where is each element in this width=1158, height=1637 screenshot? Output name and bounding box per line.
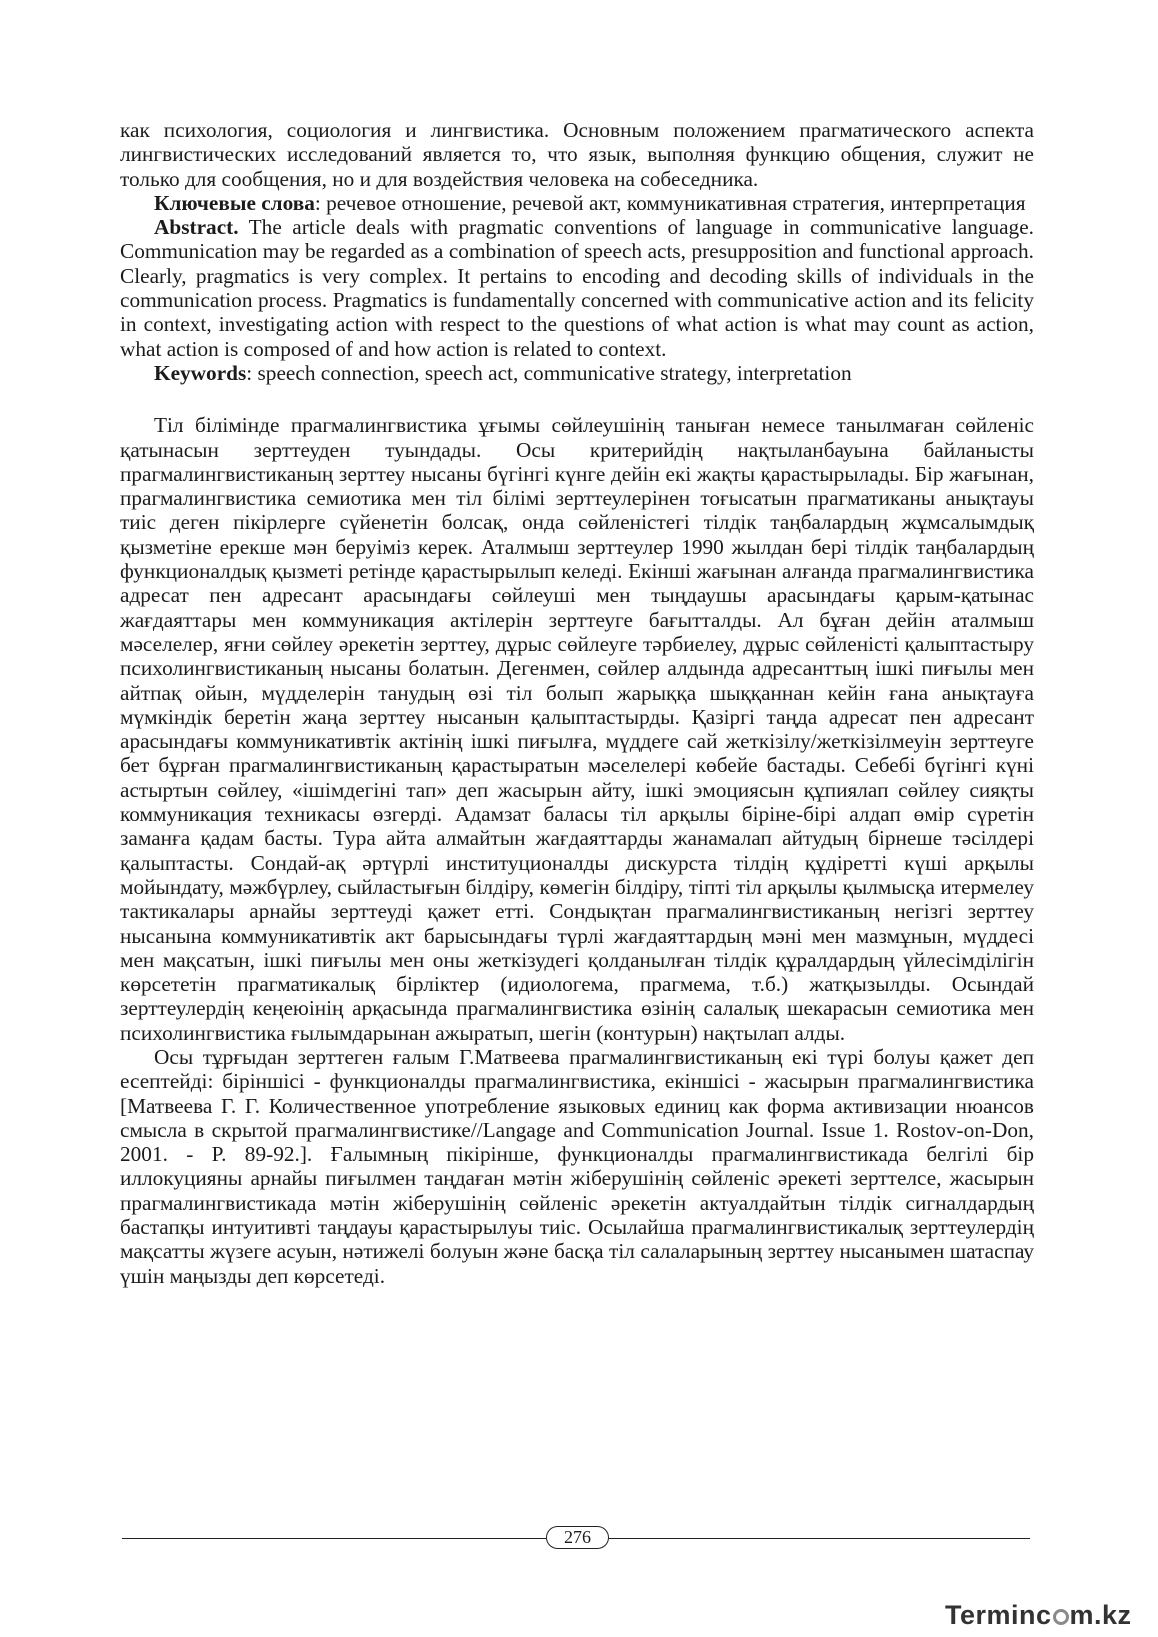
section-gap — [120, 385, 1034, 413]
watermark-text-start: Terminc — [945, 1600, 1052, 1630]
abstract-en-text: The article deals with pragmatic conventions of language in communicative language. Communication may be regarded as a combination of speech acts, presupposition and functional approach. Clearly, pragmatics is very complex. It pertains to encoding and decoding skills of individuals in the communication process. Pragmatics is fundamentally concerned with communicative action and its felicity in context, investigating action with respect to the questions of what action is what may count as action, what action is composed of and how action is related to context. — [120, 215, 1034, 361]
keywords-en-text: : speech connection, speech act, communicative strategy, interpretation — [246, 360, 852, 385]
keywords-ru-paragraph — [120, 191, 1034, 215]
keywords-ru-text: : речевое отношение, речевой акт, коммуникативная стратегия, интерпретация — [314, 190, 1026, 215]
footer-rule-left — [122, 1538, 546, 1539]
termincom-watermark — [945, 1600, 1145, 1634]
body-paragraph-2: Осы тұрғыдан зерттеген ғалым Г.Матвеева прагмалингвистиканың екі түрі болуы қажет деп есептейді: біріншісі - функционалды прагмалингвистика, екіншісі - жасырын прагмалингвистика [Матвеева Г. Г. Количественное употребление языковых единиц как форма активизации нюансов смысла в скрытой прагмалингвистике//Langage and Communication Journal. Issue 1. Rostov-on-Don, 2001. - P. 89-92.]. Ғалымның пікірінше, функционалды прагмалингвистикада белгілі бір иллокуцияны арнайы пиғылмен таңдаған мәтін жіберушінің сөйленіс әрекеті зерттелсе, жасырын прагмалингвистикада мәтін жіберушінің сөйленіс әрекетін актуалдайтын тілдік сигналдардың бастапқы интуитивті таңдауы қарастырылуы тиіс. Осылайша прагмалингвистикалық зерттеулердің мақсатты жүзеге асуын, нәтижелі болуын және басқа тіл салаларының зерттеу нысанымен шатаспау үшін маңызды деп көрсетеді. — [120, 1044, 1034, 1288]
keywords-ru-label: Ключевые слова — [154, 190, 315, 215]
watermark-text-end: m.kz — [1069, 1600, 1132, 1630]
body-paragraph-1: Тіл білімінде прагмалингвистика ұғымы сөйлеушінің таныған немесе танылмаған сөйленіс қатынасын зерттеуден туындады. Осы критерийдің нақтыланбауына байланысты прагмалингвистиканың зерттеу нысаны бүгінгі күнге дейін екі жақты қарастырылады. Бір жағынан, прагмалингвистика семиотика мен тіл білімі зерттеулерінен тоғысатын прагматиканы анықтауы тиіс деген пікірлерге сүйенетін болсақ, онда сөйленістегі тілдік таңбалардың жұмсалымдық қызметіне ерекше мән беруіміз керек. Аталмыш зерттеулер 1990 жылдан бері тілдік таңбалардың функционалдық қызметі ретінде қарастырылып келеді. Екінші жағынан алғанда прагмалингвистика адресат пен адресант арасындағы сөйлеуші мен тыңдаушы арасындағы қарым-қатынас жағдаяттары мен коммуникация актілерін зерттеуге бағытталды. Ал бұған дейін аталмыш мәселелер, яғни сөйлеу әрекетін зерттеу, дұрыс сөйлеуге тәрбиелеу, дұрыс сөйленісті қалыптастыру психолингвистиканың нысаны болатын. Дегенмен, сөйлер алдында адресанттың ішкі пиғылы мен айтпақ ойын, мүдделерін танудың өзі тіл болып жарыққа шыққаннан кейін ғана анықтауға мүмкіндік беретін жаңа зерттеу нысанын қалыптастырды. Қазіргі таңда адресат пен адресант арасындағы коммуникативтік актінің ішкі пиғылға, мүддеге сай жеткізілу/жеткізілмеуін зерттеуге бет бұрған прагмалингвистиканың қарастыратын мәселелері көбейе бастады. Себебі бүгінгі күні астыртын сөйлеу, «ішімдегіні тап» деп жасырын айту, ішкі эмоциясын құпиялап сөйлеу сияқты коммуникация техникасы өзгерді. Адамзат баласы тіл арқылы біріне-бірі алдап өмір сүретін заманға қадам басты. Тура айта алмайтын жағдаяттарды жанамалап айтудың бірнеше тәсілдері қалыптасты. Сондай-ақ әртүрлі институционалды дискурста тілдің құдіретті күші арқылы мойындату, мәжбүрлеу, сыйластығын білдіру, көмегін білдіру, тіпті тіл арқылы қылмысқа итермелеу тактикалары арнайы зерттеуді қажет етті. Сондықтан прагмалингвистиканың негізгі зерттеу нысанына коммуникативтік акт барысындағы түрлі жағдаяттардың мәні мен мазмұнын, мүддесі мен мақсатын, ішкі пиғылы мен оны жеткізудегі қолданылған тілдік құралдардың үйлесімділігін көрсететін прагматикалық бірліктер (идиологема, прагмема, т.б.) жатқызылды. Осындай зерттеулердің кеңеюінің арқасында прагмалингвистика өзінің салалық шекарасын семиотика мен психолингвистика ғылымдарынан ажыратып, шегін (контурын) нақтылап алды. — [120, 413, 1034, 1045]
footer-rule-right — [609, 1538, 1030, 1539]
page-text — [120, 118, 1034, 1288]
watermark-o-icon — [1053, 1609, 1069, 1625]
page-number: 276 — [546, 1526, 609, 1549]
abstract-en-label: Abstract. — [154, 215, 239, 240]
keywords-en-paragraph — [120, 361, 1034, 385]
abstract-ru-paragraph: как психология, социология и лингвистика. Основным положением прагматического аспекта лингвистических исследований является то, что язык, выполняя функцию общения, служит не только для сообщения, но и для воздействия человека на собеседника. — [120, 118, 1034, 191]
keywords-en-label: Keywords — [154, 360, 247, 385]
abstract-en-paragraph — [120, 215, 1034, 361]
